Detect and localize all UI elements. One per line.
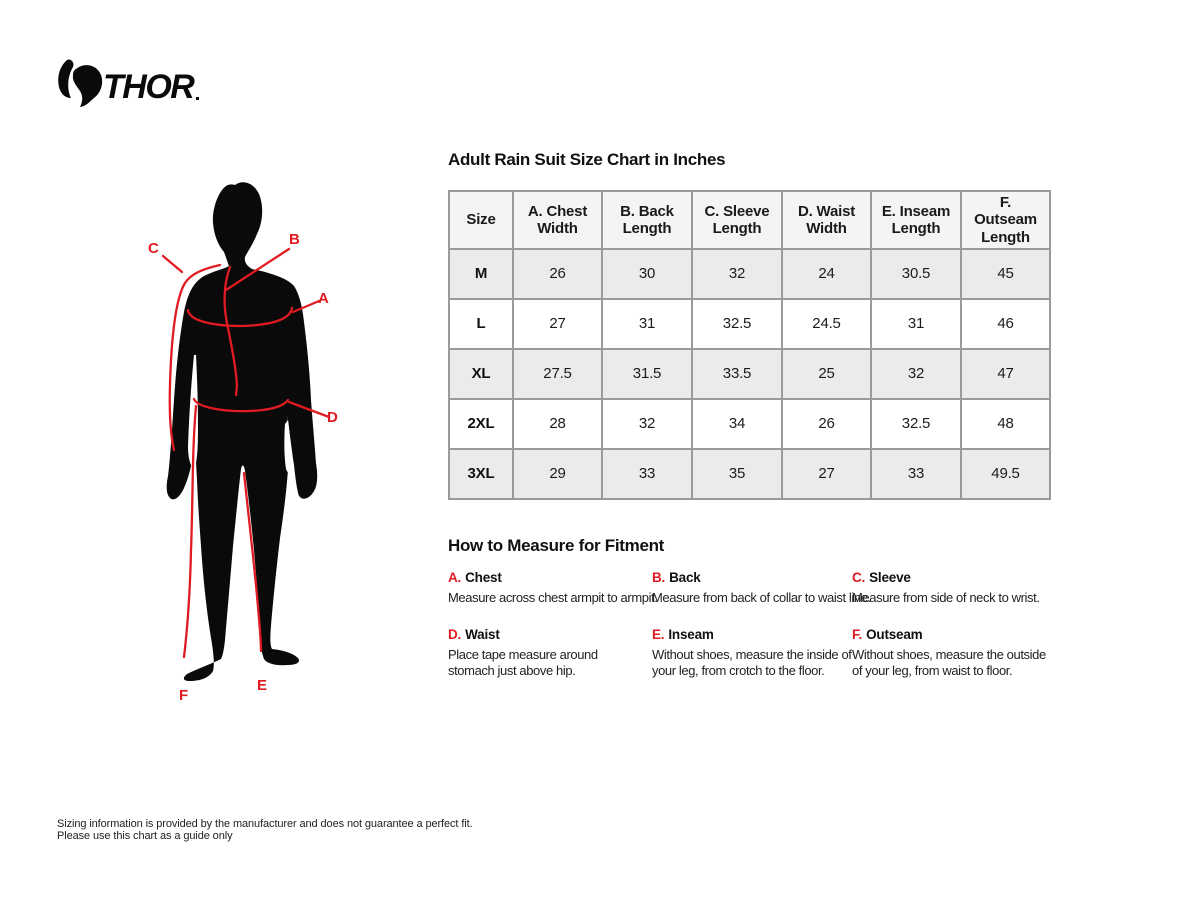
cell-value: 28: [513, 399, 602, 449]
cell-size: 3XL: [449, 449, 513, 499]
measure-item-chest: [448, 570, 658, 606]
measure-item-title: [652, 570, 852, 585]
figure-label-sleeve: C: [148, 240, 159, 257]
figure-label-outseam: F: [179, 687, 189, 704]
cell-value: 31.5: [602, 349, 692, 399]
measure-item-inseam: [652, 627, 852, 679]
measure-letter: A.: [448, 570, 462, 585]
cell-value: 27: [782, 449, 871, 499]
cell-value: 27: [513, 299, 602, 349]
table-row: [449, 299, 1050, 349]
col-header-inseam: E. Inseam Length: [871, 191, 961, 249]
figure-label-chest: A: [318, 290, 329, 307]
cell-value: 32: [692, 249, 782, 299]
cell-size: XL: [449, 349, 513, 399]
col-header-outseam: F. Outseam Length: [961, 191, 1050, 249]
cell-value: 29: [513, 449, 602, 499]
cell-value: 33.5: [692, 349, 782, 399]
col-header-waist: D. Waist Width: [782, 191, 871, 249]
thor-logo: [55, 56, 207, 110]
cell-value: 47: [961, 349, 1050, 399]
measure-item-title: [852, 627, 1068, 642]
cell-value: 30: [602, 249, 692, 299]
disclaimer-line-2: Please use this chart as a guide only: [57, 830, 233, 842]
cell-value: 26: [782, 399, 871, 449]
size-chart-title: Adult Rain Suit Size Chart in Inches: [448, 150, 726, 169]
cell-value: 26: [513, 249, 602, 299]
measure-name: Inseam: [668, 626, 714, 642]
cell-value: 24: [782, 249, 871, 299]
measure-name: Outseam: [866, 626, 923, 642]
disclaimer-line-1: Sizing information is provided by the manufacturer and does not guarantee a perfect fit.: [57, 818, 473, 830]
cell-value: 35: [692, 449, 782, 499]
cell-value: 32: [602, 399, 692, 449]
col-header-chest: A. Chest Width: [513, 191, 602, 249]
thor-logo-text: THOR: [103, 68, 194, 106]
measure-item-title: [652, 627, 852, 642]
col-header-sleeve: C. Sleeve Length: [692, 191, 782, 249]
col-header-back: B. Back Length: [602, 191, 692, 249]
cell-value: 32: [871, 349, 961, 399]
measure-description: Measure from side of neck to wrist.: [852, 590, 1040, 605]
body-measurement-figure: [140, 170, 380, 710]
size-chart-table: [448, 190, 1051, 500]
thor-helmet-icon: [58, 60, 102, 107]
cell-size: M: [449, 249, 513, 299]
figure-label-back: B: [289, 231, 300, 248]
measure-letter: C.: [852, 570, 866, 585]
cell-value: 25: [782, 349, 871, 399]
measure-name: Chest: [465, 570, 502, 585]
cell-value: 49.5: [961, 449, 1050, 499]
measure-row-2: [448, 627, 1068, 679]
measure-item-back: [652, 570, 871, 606]
logo-trademark-dot: [196, 97, 199, 100]
table-row: [449, 249, 1050, 299]
cell-value: 24.5: [782, 299, 871, 349]
measure-name: Waist: [465, 626, 500, 642]
measure-name: Back: [669, 570, 701, 585]
measure-row-1: [448, 570, 1068, 606]
table-row: [449, 349, 1050, 399]
cell-value: 32.5: [871, 399, 961, 449]
measure-item-sleeve: [852, 570, 1068, 606]
table-row: [449, 399, 1050, 449]
cell-size: L: [449, 299, 513, 349]
measure-letter: F.: [852, 626, 863, 642]
measure-item-title: [852, 570, 1068, 585]
cell-value: 33: [602, 449, 692, 499]
table-header-row: [449, 191, 1050, 249]
cell-value: 33: [871, 449, 961, 499]
measure-guide-title: How to Measure for Fitment: [448, 536, 665, 555]
measure-letter: D.: [448, 626, 462, 642]
measure-letter: E.: [652, 626, 665, 642]
cell-value: 27.5: [513, 349, 602, 399]
cell-value: 45: [961, 249, 1050, 299]
cell-value: 30.5: [871, 249, 961, 299]
measure-item-outseam: [852, 627, 1068, 679]
cell-value: 31: [871, 299, 961, 349]
figure-label-inseam: E: [257, 677, 268, 694]
measure-description: Without shoes, measure the outside of your leg, from waist to floor.: [852, 646, 1046, 678]
cell-value: 34: [692, 399, 782, 449]
cell-value: 32.5: [692, 299, 782, 349]
disclaimer: [57, 818, 473, 842]
measure-guide: [448, 570, 1068, 700]
body-silhouette-svg: [140, 170, 380, 710]
thor-logo-svg: [55, 56, 207, 110]
measure-item-title: [448, 627, 652, 642]
figure-label-waist: D: [327, 409, 338, 426]
pointer-c: [163, 256, 182, 272]
measure-description: Without shoes, measure the inside of your leg, from crotch to the floor.: [652, 646, 852, 678]
measure-description: Measure across chest armpit to armpit.: [448, 590, 658, 605]
measure-item-title: [448, 570, 652, 585]
measure-letter: B.: [652, 570, 666, 585]
measure-name: Sleeve: [869, 570, 911, 585]
col-header-size: Size: [449, 191, 513, 249]
cell-value: 31: [602, 299, 692, 349]
measure-item-waist: [448, 627, 652, 679]
cell-size: 2XL: [449, 399, 513, 449]
table-row: [449, 449, 1050, 499]
measure-description: Place tape measure around stomach just above hip.: [448, 646, 598, 678]
measure-description: Measure from back of collar to waist line.: [652, 590, 871, 605]
cell-value: 46: [961, 299, 1050, 349]
cell-value: 48: [961, 399, 1050, 449]
